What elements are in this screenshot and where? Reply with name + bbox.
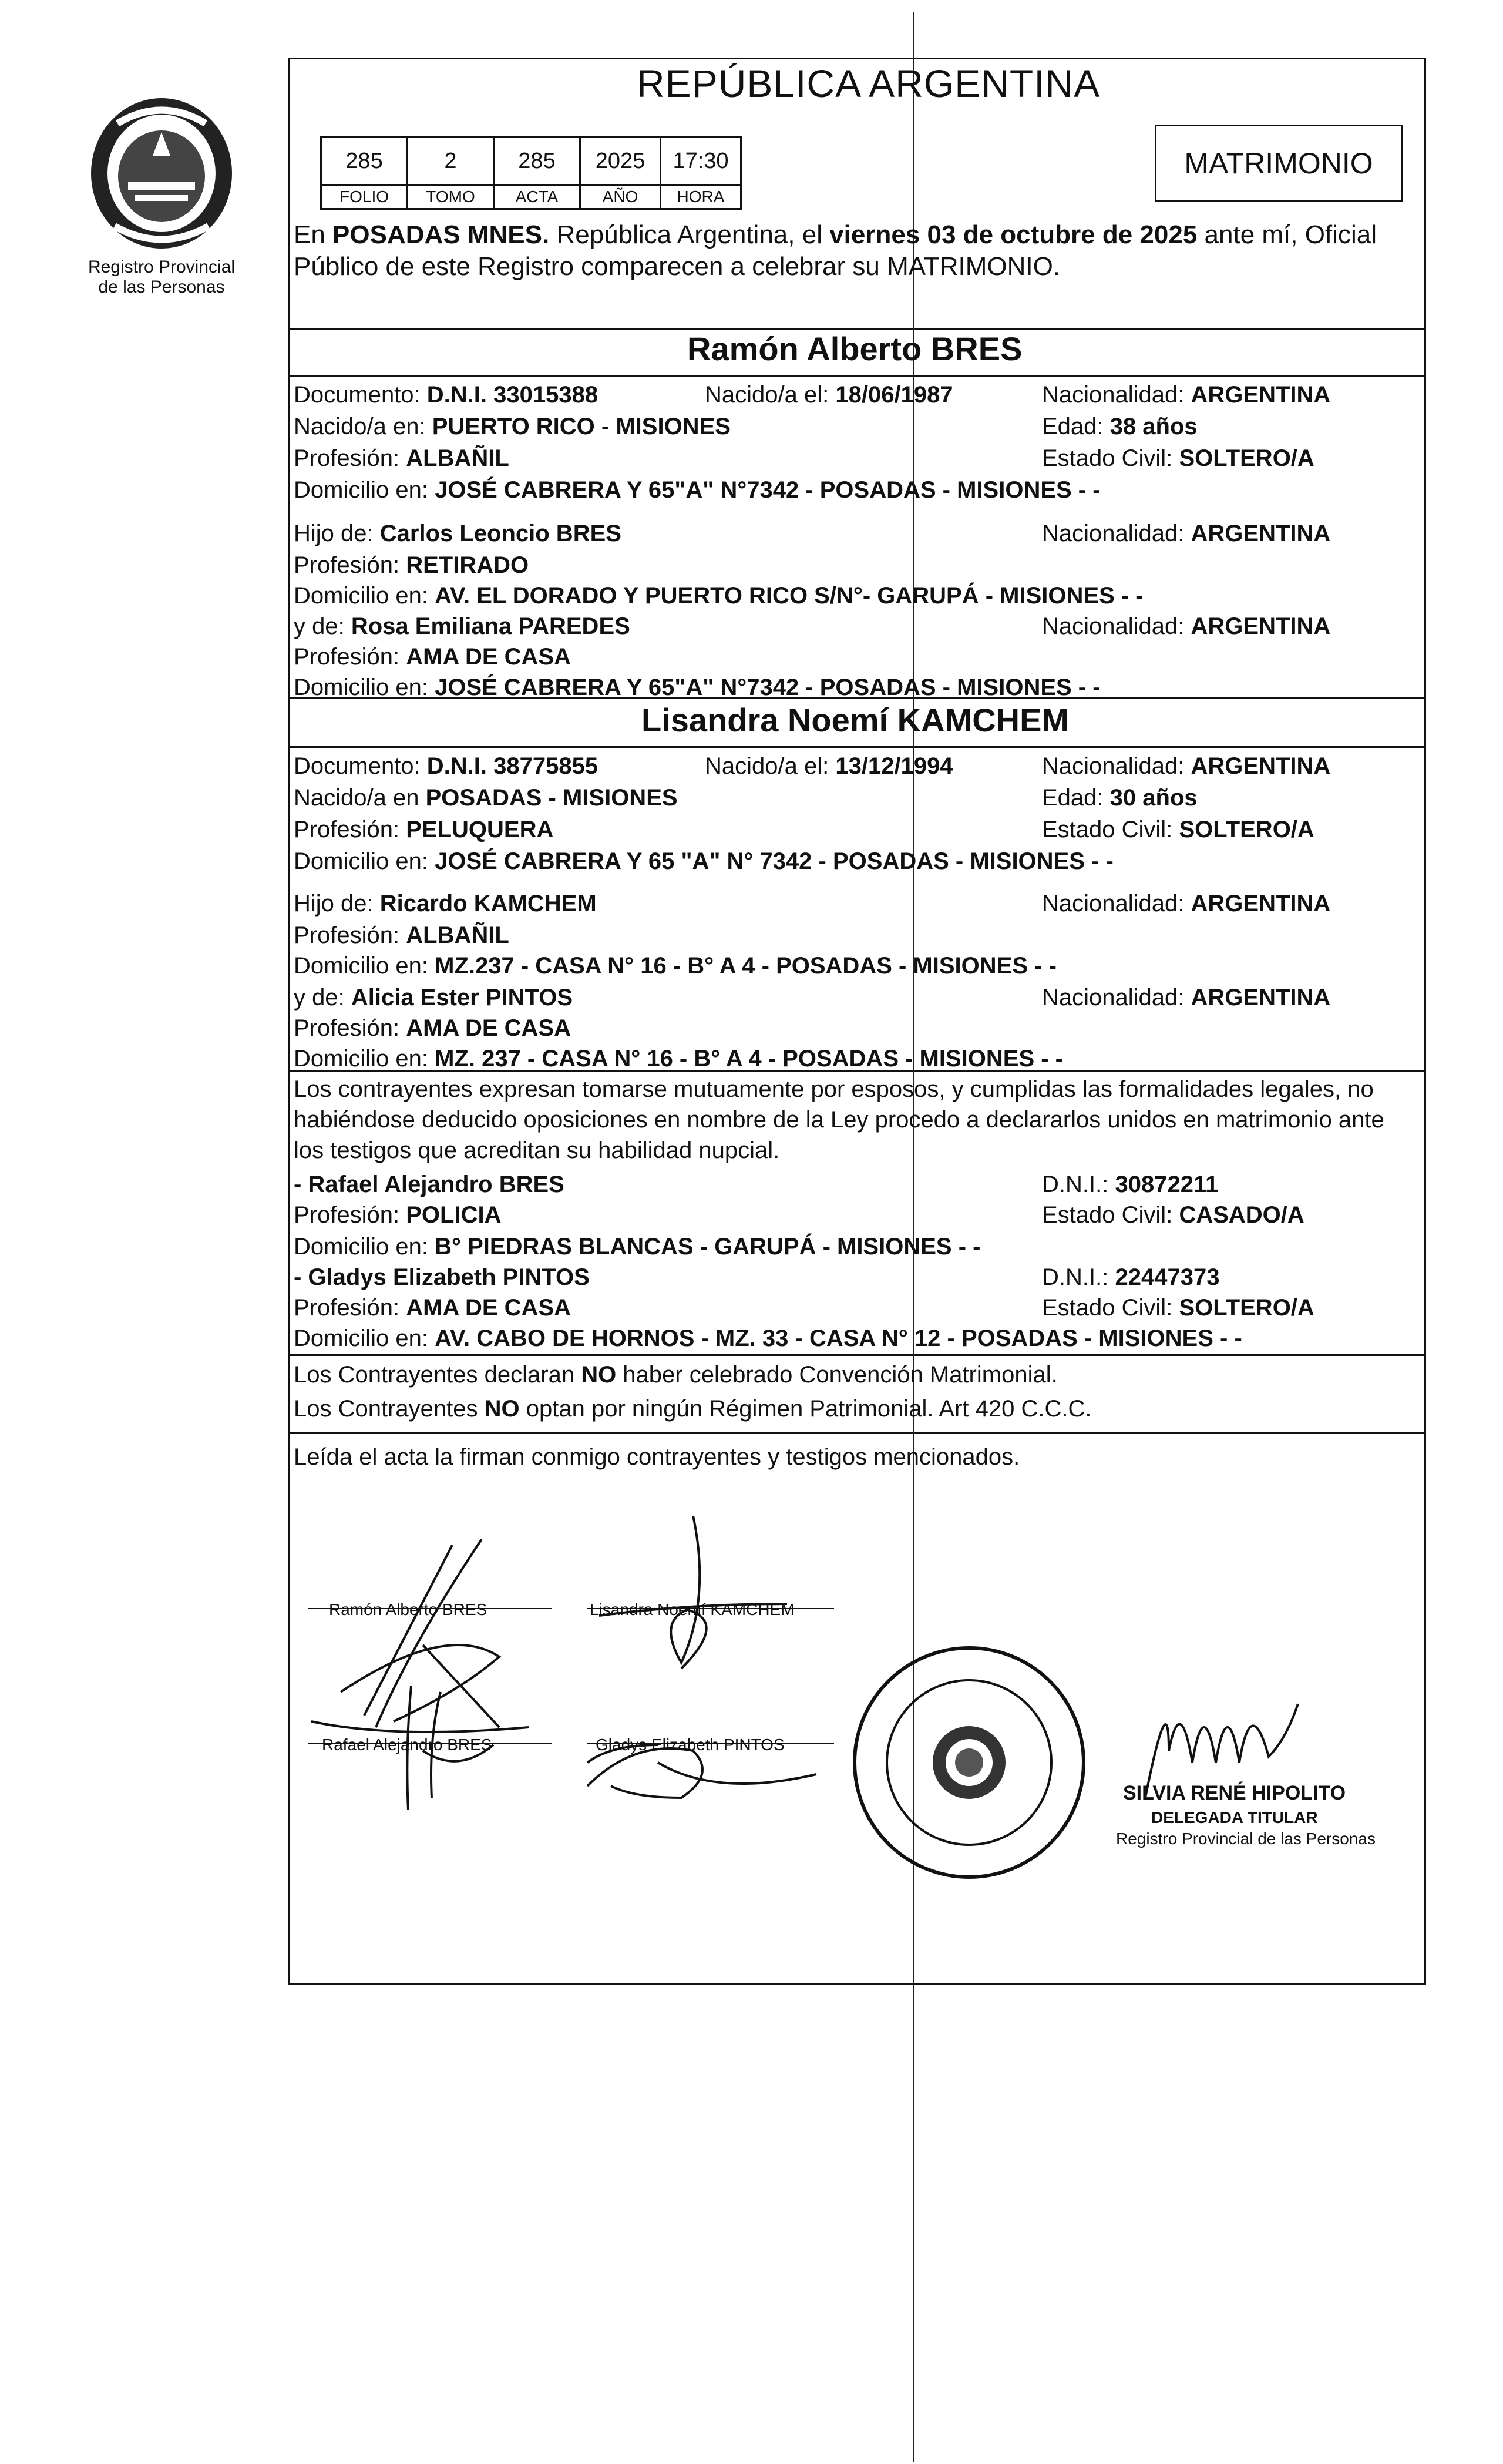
- regime-line-2: [294, 1395, 1092, 1423]
- label: Domicilio en:: [294, 477, 428, 503]
- value: D.N.I. 38775855: [426, 753, 598, 779]
- value: SOLTERO/A: [1179, 445, 1314, 471]
- label: Domicilio en:: [294, 953, 428, 979]
- spouse1-mother-nationality: [1042, 612, 1330, 640]
- label: Nacionalidad:: [1042, 613, 1185, 639]
- value: 30872211: [1115, 1171, 1219, 1197]
- intro-place: POSADAS MNES.: [332, 220, 550, 249]
- label: D.N.I.:: [1042, 1171, 1109, 1197]
- spouse1-mother-address: [294, 673, 1101, 701]
- signature-label-witness2: Gladys Elizabeth PINTOS: [596, 1735, 785, 1754]
- witness1-civil-status: [1042, 1201, 1304, 1229]
- label: Profesión:: [294, 1015, 400, 1041]
- value: AMA DE CASA: [406, 1295, 571, 1321]
- label: Nacionalidad:: [1042, 753, 1185, 779]
- spouse2-father: [294, 889, 597, 918]
- value: ARGENTINA: [1191, 613, 1331, 639]
- value: 22447373: [1115, 1264, 1220, 1290]
- spouse1-father-address: [294, 582, 1144, 610]
- spouse2-birthplace: [294, 784, 678, 812]
- intro-text: En: [294, 220, 333, 249]
- anio-label: AÑO: [580, 185, 661, 209]
- value: JOSÉ CABRERA Y 65"A" N°7342 - POSADAS - MISIONES - -: [435, 674, 1101, 700]
- spouse2-mother-nationality: [1042, 983, 1330, 1012]
- spouse1-documento: [294, 381, 598, 409]
- declaration-line-3: los testigos que acreditan su habilidad nupcial.: [294, 1137, 780, 1163]
- value: JOSÉ CABRERA Y 65"A" N°7342 - POSADAS - MISIONES - -: [435, 477, 1101, 503]
- label: y de:: [294, 985, 345, 1011]
- spouse1-father: [294, 519, 621, 548]
- divider-7: [288, 1432, 1426, 1434]
- label: Estado Civil:: [1042, 445, 1173, 471]
- value: Carlos Leoncio BRES: [379, 521, 621, 546]
- value: 18/06/1987: [835, 382, 953, 408]
- witness2-dni: [1042, 1263, 1219, 1291]
- witness2-name: - Gladys Elizabeth PINTOS: [294, 1264, 590, 1290]
- value: JOSÉ CABRERA Y 65 "A" N° 7342 - POSADAS - MISIONES - -: [435, 848, 1114, 874]
- acta-label: ACTA: [494, 185, 580, 209]
- doc-type-box: MATRIMONIO: [1155, 125, 1403, 202]
- label: Profesión:: [294, 1295, 400, 1321]
- label: Domicilio en:: [294, 1046, 428, 1072]
- document-title: REPÚBLICA ARGENTINA: [637, 62, 1101, 105]
- value: SOLTERO/A: [1179, 1295, 1314, 1321]
- hora-label: HORA: [661, 185, 741, 209]
- label: Profesión:: [294, 817, 400, 842]
- value: AMA DE CASA: [406, 644, 571, 670]
- divider-1: [288, 328, 1426, 330]
- value: ARGENTINA: [1191, 382, 1331, 408]
- witness2-profession: [294, 1294, 571, 1322]
- label: Estado Civil:: [1042, 1202, 1173, 1228]
- label: D.N.I.:: [1042, 1264, 1109, 1290]
- spouse2-father-address: [294, 952, 1057, 980]
- spouse1-age: [1042, 412, 1198, 441]
- value: ARGENTINA: [1191, 521, 1331, 546]
- spouse1-mother-profession: [294, 643, 571, 671]
- label: Nacido/a en:: [294, 414, 426, 439]
- spouse1-mother: [294, 612, 630, 640]
- signature-label-witness1: Rafael Alejandro BRES: [322, 1735, 492, 1754]
- spouse2-mother: [294, 983, 573, 1012]
- value: PUERTO RICO - MISIONES: [432, 414, 731, 439]
- signature-label-spouse2: Lisandra Noemí KAMCHEM: [590, 1600, 795, 1619]
- label: Estado Civil:: [1042, 817, 1173, 842]
- spouse2-birthdate: [705, 752, 953, 780]
- value: Alicia Ester PINTOS: [351, 985, 573, 1011]
- label: y de:: [294, 613, 345, 639]
- label: Nacionalidad:: [1042, 891, 1185, 917]
- label: Nacionalidad:: [1042, 521, 1185, 546]
- label: Edad:: [1042, 414, 1104, 439]
- spouse2-mother-profession: [294, 1014, 571, 1042]
- text: NO: [581, 1362, 617, 1388]
- value: PELUQUERA: [406, 817, 554, 842]
- spouse1-address: [294, 476, 1101, 504]
- value: Ricardo KAMCHEM: [379, 891, 597, 917]
- witness1-dni: [1042, 1170, 1218, 1199]
- logo-caption-1: Registro Provincial: [88, 257, 236, 277]
- witness1-address: [294, 1233, 980, 1261]
- label: Documento:: [294, 382, 421, 408]
- intro-line-2: Público de este Registro comparecen a celebrar su MATRIMONIO.: [294, 252, 1061, 281]
- value: Rosa Emiliana PAREDES: [351, 613, 630, 639]
- label: Hijo de:: [294, 891, 374, 917]
- divider-6: [288, 1354, 1426, 1356]
- value: AMA DE CASA: [406, 1015, 571, 1041]
- intro-text: República Argentina, el: [549, 220, 830, 249]
- value: ALBAÑIL: [406, 445, 509, 471]
- value: AV. CABO DE HORNOS - MZ. 33 - CASA N° 12 - POSADAS - MISIONES - -: [435, 1325, 1242, 1351]
- label: Edad:: [1042, 785, 1104, 811]
- text: Los Contrayentes: [294, 1396, 485, 1422]
- witness2-civil-status: [1042, 1294, 1314, 1322]
- tomo-value: 2: [408, 137, 494, 185]
- spouse2-father-nationality: [1042, 889, 1330, 918]
- spouse1-profession: [294, 444, 509, 472]
- official-title: DELEGADA TITULAR: [1151, 1808, 1318, 1827]
- label: Nacionalidad:: [1042, 985, 1185, 1011]
- value: ARGENTINA: [1191, 753, 1331, 779]
- declaration-line-1: Los contrayentes expresan tomarse mutuamente por esposos, y cumplidas las formalidades legales, no: [294, 1076, 1374, 1102]
- spouse1-name: Ramón Alberto BRES: [687, 330, 1023, 367]
- label: Nacido/a en: [294, 785, 419, 811]
- label: Profesión:: [294, 644, 400, 670]
- value: D.N.I. 33015388: [426, 382, 598, 408]
- value: 38 años: [1109, 414, 1198, 439]
- registry-logo: [76, 88, 247, 297]
- province-seal-icon: [76, 88, 247, 259]
- folio-value: 285: [321, 137, 408, 185]
- official-seal-icon: [846, 1639, 1092, 1886]
- value: POLICIA: [406, 1202, 502, 1228]
- spouse2-address: [294, 847, 1114, 875]
- value: 13/12/1994: [835, 753, 953, 779]
- official-name: SILVIA RENÉ HIPOLITO: [1123, 1782, 1346, 1804]
- label: Estado Civil:: [1042, 1295, 1173, 1321]
- value: AV. EL DORADO Y PUERTO RICO S/N°- GARUPÁ - MISIONES - -: [435, 583, 1144, 609]
- witness1-name: - Rafael Alejandro BRES: [294, 1171, 564, 1197]
- label: Profesión:: [294, 1202, 400, 1228]
- label: Nacido/a el:: [705, 753, 829, 779]
- spouse2-civil-status: [1042, 815, 1314, 844]
- spouse2-father-profession: [294, 921, 509, 949]
- label: Domicilio en:: [294, 1325, 428, 1351]
- intro-date: viernes 03 de octubre de 2025: [829, 220, 1198, 249]
- label: Nacido/a el:: [705, 382, 829, 408]
- intro-text: ante mí, Oficial: [1197, 220, 1377, 249]
- text: haber celebrado Convención Matrimonial.: [616, 1362, 1058, 1388]
- value: B° PIEDRAS BLANCAS - GARUPÁ - MISIONES - -: [435, 1234, 981, 1260]
- spouse2-profession: [294, 815, 553, 844]
- spouse1-birthplace: [294, 412, 731, 441]
- spouse2-nationality: [1042, 752, 1330, 780]
- anio-value: 2025: [580, 137, 661, 185]
- label: Domicilio en:: [294, 848, 428, 874]
- label: Profesión:: [294, 552, 400, 578]
- official-org: Registro Provincial de las Personas: [1116, 1829, 1376, 1848]
- value: MZ. 237 - CASA N° 16 - B° A 4 - POSADAS - MISIONES - -: [435, 1046, 1063, 1072]
- spouse1-father-nationality: [1042, 519, 1330, 548]
- spouse1-father-profession: [294, 551, 529, 579]
- value: ALBAÑIL: [406, 922, 509, 948]
- value: ARGENTINA: [1191, 985, 1331, 1011]
- folio-label: FOLIO: [321, 185, 408, 209]
- value: 30 años: [1109, 785, 1198, 811]
- text: NO: [484, 1396, 520, 1422]
- acta-value: 285: [494, 137, 580, 185]
- intro-line-1: [294, 221, 1377, 249]
- label: Domicilio en:: [294, 583, 428, 609]
- spouse2-mother-address: [294, 1045, 1063, 1073]
- declaration-line-2: habiéndose deducido oposiciones en nombre de la Ley procedo a declararlos unidos en matrimonio ante: [294, 1107, 1384, 1133]
- logo-caption-2: de las Personas: [98, 277, 225, 297]
- label: Domicilio en:: [294, 1234, 428, 1260]
- value: CASADO/A: [1179, 1202, 1304, 1228]
- value: ARGENTINA: [1191, 891, 1331, 917]
- signature-label-spouse1: Ramón Alberto BRES: [329, 1600, 487, 1619]
- spouse1-nationality: [1042, 381, 1330, 409]
- text: optan por ningún Régimen Patrimonial. Art 420 C.C.C.: [519, 1396, 1092, 1422]
- witness2-address: [294, 1324, 1242, 1352]
- registry-index-grid: [320, 136, 742, 210]
- label: Hijo de:: [294, 521, 374, 546]
- value: POSADAS - MISIONES: [425, 785, 678, 811]
- label: Nacionalidad:: [1042, 382, 1185, 408]
- divider-2: [288, 375, 1426, 377]
- value: MZ.237 - CASA N° 16 - B° A 4 - POSADAS - MISIONES - -: [435, 953, 1057, 979]
- spouse2-name: Lisandra Noemí KAMCHEM: [641, 701, 1070, 738]
- spouse2-age: [1042, 784, 1198, 812]
- value: SOLTERO/A: [1179, 817, 1314, 842]
- label: Profesión:: [294, 445, 400, 471]
- spouse1-birthdate: [705, 381, 953, 409]
- hora-value: 17:30: [661, 137, 741, 185]
- divider-4: [288, 746, 1426, 748]
- label: Profesión:: [294, 922, 400, 948]
- label: Domicilio en:: [294, 674, 428, 700]
- tomo-label: TOMO: [408, 185, 494, 209]
- regime-line-1: [294, 1361, 1058, 1389]
- label: Documento:: [294, 753, 421, 779]
- witness1-profession: [294, 1201, 501, 1229]
- text: Los Contrayentes declaran: [294, 1362, 581, 1388]
- closing-text: Leída el acta la firman conmigo contrayentes y testigos mencionados.: [294, 1444, 1020, 1470]
- spouse1-civil-status: [1042, 444, 1314, 472]
- value: RETIRADO: [406, 552, 529, 578]
- spouse2-documento: [294, 752, 598, 780]
